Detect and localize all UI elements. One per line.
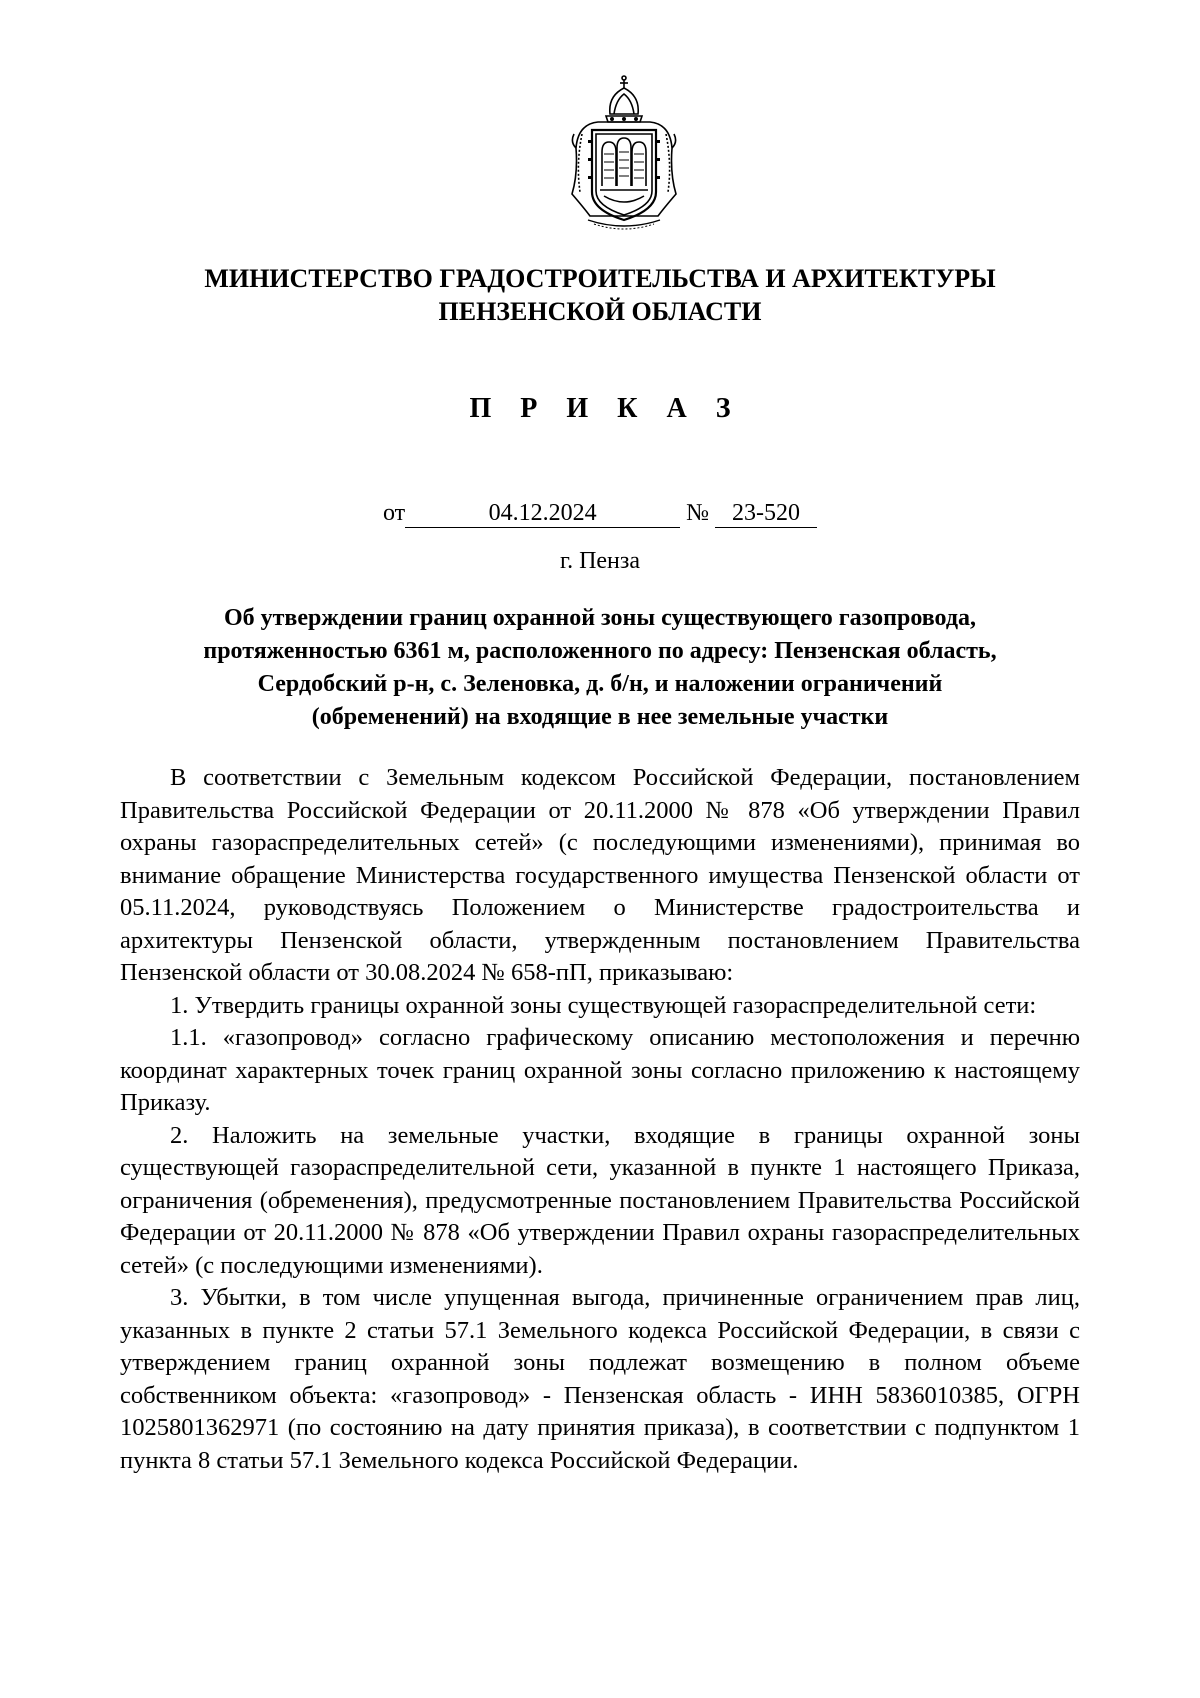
coat-of-arms-icon bbox=[568, 74, 680, 234]
document-type-heading: П Р И К А З bbox=[469, 393, 742, 424]
subject-line-2: протяженностью 6361 м, расположенного по адресу: Пензенская область, bbox=[203, 638, 997, 664]
document-date: 04.12.2024 bbox=[405, 499, 680, 528]
document-subject bbox=[150, 602, 1050, 734]
item-1-paragraph: 1. Утвердить границы охранной зоны существующей газораспределительной сети: bbox=[170, 991, 1037, 1019]
item-1-1-paragraph: 1.1. «газопровод» согласно графическому описанию местоположения и перечню координат характерных точек границ охранной зоны согласно приложению к настоящему Приказу. bbox=[120, 1024, 1080, 1116]
ministry-line-1: МИНИСТЕРСТВО ГРАДОСТРОИТЕЛЬСТВА И АРХИТЕКТУРЫ bbox=[204, 264, 996, 293]
document-city: г. Пенза bbox=[559, 548, 641, 574]
number-prefix: № bbox=[686, 500, 710, 526]
date-number-row bbox=[120, 498, 1080, 528]
subject-line-3: Сердобский р-н, с. Зеленовка, д. б/н, и наложении ограничений bbox=[257, 671, 943, 697]
item-3-paragraph: 3. Убытки, в том числе упущенная выгода, причиненные ограничением прав лиц, указанных в пункте 2 статьи 57.1 Земельного кодекса Российской Федерации, в связи с утверждением границ охранной зоны подлежат возмещению в полном объеме собственником объекта: «газопровод» - Пензенская область - ИНН 5836010385, ОГРН 1025801362971 (по состоянию на дату принятия приказа), в соответствии с подпунктом 1 пункта 8 статьи 57.1 Земельного кодекса Российской Федерации. bbox=[120, 1284, 1080, 1474]
preamble-paragraph: В соответствии с Земельным кодексом Российской Федерации, постановлением Правительства Российской Федерации от 20.11.2000 № 878 «Об утверждении Правил охраны газораспределительных сетей» (с последующими изменениями), принимая во внимание обращение Министерства государственного имущества Пензенской области от 05.11.2024, руководствуясь Положением о Министерстве градостроительства и архитектуры Пензенской области, утвержденным постановлением Правительства Пензенской области от 30.08.2024 № 658-пП, приказываю: bbox=[120, 764, 1080, 986]
ministry-name bbox=[120, 262, 1080, 328]
item-2-paragraph: 2. Наложить на земельные участки, входящие в границы охранной зоны существующей газораспределительной сети, указанной в пункте 1 настоящего Приказа, ограничения (обременения), предусмотренные постановлением Правительства Российской Федерации от 20.11.2000 № 878 «Об утверждении Правил охраны газораспределительных сетей» (с последующими изменениями). bbox=[120, 1121, 1080, 1279]
subject-line-4: (обременений) на входящие в нее земельные участки bbox=[311, 704, 889, 730]
document-number: 23-520 bbox=[715, 499, 817, 528]
ministry-line-2: ПЕНЗЕНСКОЙ ОБЛАСТИ bbox=[438, 297, 762, 326]
subject-line-1: Об утверждении границ охранной зоны существующего газопровода, bbox=[223, 605, 977, 631]
date-prefix: от bbox=[382, 500, 406, 526]
document-body bbox=[120, 762, 1080, 1477]
